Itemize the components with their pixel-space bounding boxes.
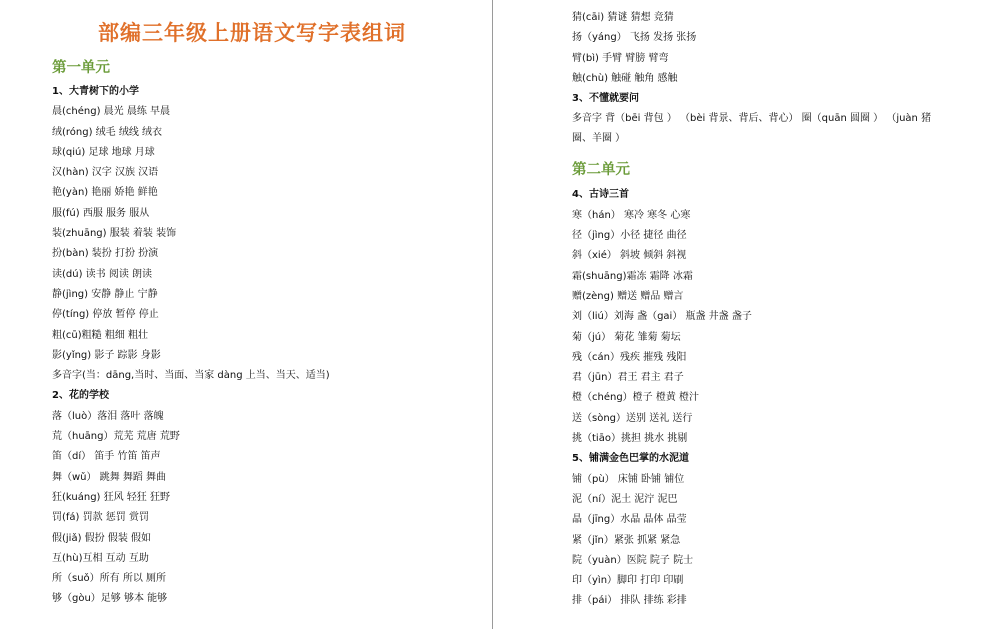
page-divider — [492, 0, 493, 629]
word-entry: 停(tíng) 停放 暂停 停止 — [52, 309, 159, 321]
word-entry: 紧（jǐn）紧张 抓紧 紧急 — [572, 534, 681, 546]
word-entry: 粗(cū)粗糙 粗细 粗壮 — [52, 329, 148, 341]
word-entry: 假(jiǎ) 假扮 假装 假如 — [52, 532, 152, 544]
word-entry: 赠(zèng) 赠送 赠品 赠言 — [572, 290, 684, 302]
word-entry: 院（yuàn）医院 院子 院士 — [572, 554, 694, 566]
word-entry: 扬（yáng） 飞扬 发扬 张扬 — [572, 32, 697, 44]
word-entry: 印（yìn）脚印 打印 印刷 — [572, 575, 684, 587]
word-entry: 菊（jú） 菊花 雏菊 菊坛 — [572, 331, 681, 343]
word-entry: 舞（wǔ） 跳舞 舞蹈 舞曲 — [52, 471, 167, 483]
lesson-title-5: 5、铺满金色巴掌的水泥道 — [572, 453, 689, 465]
word-entry: 球(qiú) 足球 地球 月球 — [52, 146, 155, 158]
word-entry: 刘（liú）刘海 盏（gai） 瓶盏 井盏 盏子 — [572, 311, 752, 323]
word-entry: 排（pái） 排队 排练 彩排 — [572, 595, 687, 607]
word-entry: 读(dú) 读书 阅读 朗读 — [52, 268, 153, 280]
word-entry: 臂(bì) 手臂 臂膀 臂弯 — [572, 52, 669, 64]
word-entry: 多音字(当：dāng,当时、当面、当家 dàng 上当、当天、适当) — [52, 370, 330, 382]
lesson-2-word-list-continued — [572, 8, 991, 89]
word-entry: 服(fú) 西服 服务 服从 — [52, 207, 150, 219]
polyphone-note: 多音字 背（bēi 背包 ） （bèi 背景、背后、背心） 圈（quān 圆圈 ） （juàn 猪圈、羊圈 ） — [572, 113, 932, 145]
lesson-title-4: 4、古诗三首 — [572, 189, 629, 201]
word-entry: 挑（tiāo）挑担 挑水 挑剔 — [572, 433, 688, 445]
word-entry: 荒（huāng）荒芜 荒唐 荒野 — [52, 431, 180, 443]
word-entry: 汉(hàn) 汉字 汉族 汉语 — [52, 167, 159, 179]
word-entry: 扮(bàn) 装扮 打扮 扮演 — [52, 248, 159, 260]
word-entry: 互(hù)互相 互动 互助 — [52, 552, 149, 564]
unit-heading-2: 第二单元 — [572, 162, 630, 179]
word-entry: 霜(shuāng)霜冻 霜降 冰霜 — [572, 270, 693, 282]
word-entry: 晨(chéng) 晨光 晨练 早晨 — [52, 106, 171, 118]
word-entry: 猜(cāi) 猜谜 猜想 竞猜 — [572, 12, 674, 23]
word-entry: 泥（ní）泥土 泥泞 泥巴 — [572, 493, 678, 505]
word-entry: 静(jìng) 安静 静止 宁静 — [52, 288, 158, 300]
lesson-2-word-list — [52, 407, 491, 610]
lesson-4-word-list — [572, 206, 991, 450]
word-entry: 落（luò）落泪 落叶 落魄 — [52, 410, 164, 422]
word-entry: 橙（chéng）橙子 橙黄 橙汁 — [572, 392, 700, 404]
lesson-title-1: 1、大青树下的小学 — [52, 86, 139, 97]
word-entry: 艳(yàn) 艳丽 娇艳 鲜艳 — [52, 187, 158, 199]
word-entry: 君（jūn）君王 君主 君子 — [572, 372, 684, 384]
word-entry: 残（cán）残疾 摧残 残阳 — [572, 351, 687, 363]
lesson-5-word-list — [572, 470, 991, 612]
word-entry: 寒（hán） 寒冷 寒冬 心寒 — [572, 209, 691, 221]
word-entry: 铺（pù） 床铺 卧铺 铺位 — [572, 473, 685, 485]
lesson-title-3: 3、不懂就要问 — [572, 93, 639, 105]
word-entry: 绒(róng) 绒毛 绒线 绒衣 — [52, 126, 163, 138]
lesson-title-2: 2、花的学校 — [52, 390, 109, 402]
word-entry: 狂(kuáng) 狂风 轻狂 狂野 — [52, 491, 170, 503]
word-entry: 晶（jīng）水晶 晶体 晶莹 — [572, 514, 687, 526]
right-page — [496, 0, 991, 629]
lesson-1-word-list — [52, 102, 491, 386]
word-entry: 所（suǒ）所有 所以 厕所 — [52, 573, 167, 585]
word-entry: 罚(fá) 罚款 惩罚 赏罚 — [52, 512, 149, 524]
word-entry: 触(chù) 触碰 触角 感触 — [572, 72, 678, 84]
word-entry: 送（sòng）送别 送礼 送行 — [572, 412, 693, 424]
word-entry: 够（gòu）足够 够本 能够 — [52, 593, 168, 605]
document-title: 部编三年级上册语文写字表组词 — [98, 20, 406, 45]
word-entry: 装(zhuāng) 服装 着装 装饰 — [52, 228, 177, 240]
left-page — [0, 0, 491, 629]
word-entry: 影(yǐng) 影子 踪影 身影 — [52, 349, 161, 361]
word-entry: 斜（xié） 斜坡 倾斜 斜视 — [572, 250, 687, 262]
word-entry: 笛（dí） 笛手 竹笛 笛声 — [52, 451, 161, 463]
unit-heading-1: 第一单元 — [52, 60, 110, 76]
word-entry: 径（jìng）小径 捷径 曲径 — [572, 230, 687, 242]
